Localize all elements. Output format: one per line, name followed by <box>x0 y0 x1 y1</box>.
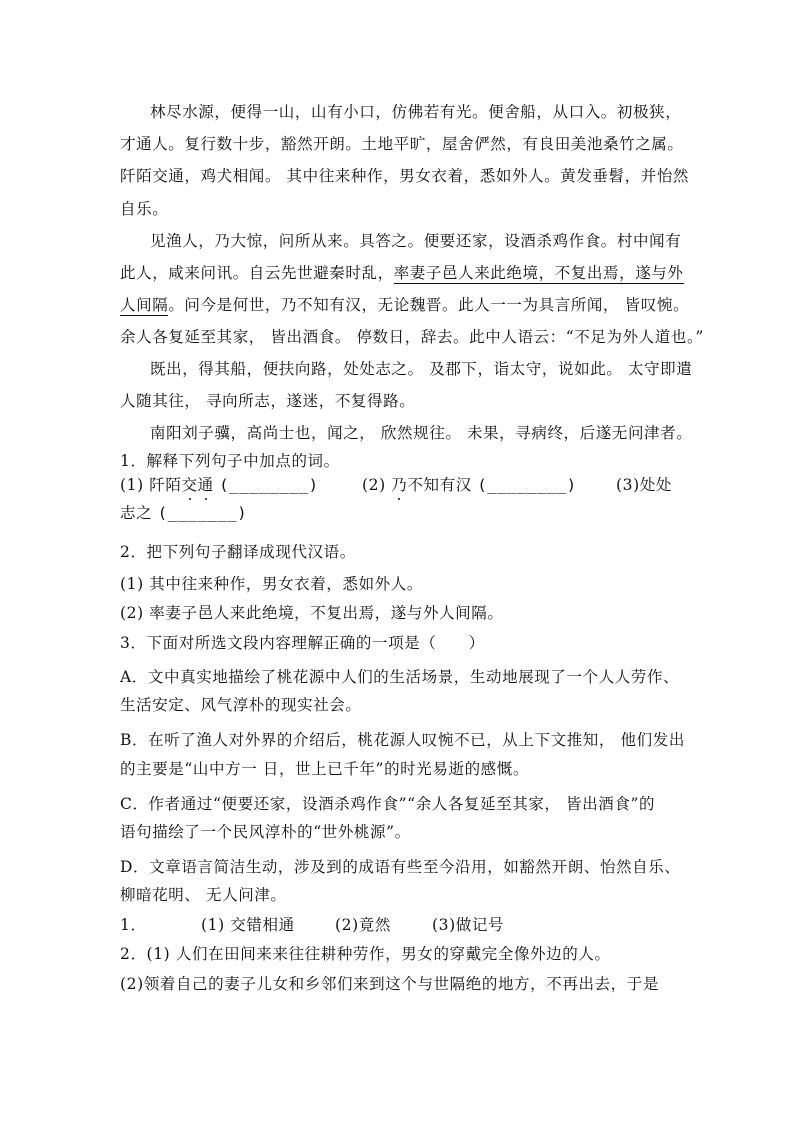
passage-line: 人随其往， 寻向所志，遂迷，不复得路。 <box>120 392 416 410</box>
option-a-line: 生活安定、风气淳朴的现实社会。 <box>120 696 362 714</box>
q1-item-3: (3)处处 <box>616 476 672 494</box>
passage-line: 林尽水源，便得一山，山有小口，仿佛若有光。便舍船，从口入。初极狭， <box>150 103 682 121</box>
passage-line: 自乐。 <box>120 200 169 218</box>
q2-sentence-2: (2) 率妻子邑人来此绝境，不复出焉，遂与外人间隔。 <box>120 604 504 622</box>
answer-1-1: (1) 交错相通 <box>201 916 295 934</box>
answer-blank[interactable]: (________) <box>477 476 577 494</box>
option-a-line: A．文中真实地描绘了桃花源中人们的生活场景，生动地展现了一个人人劳作、 <box>120 668 680 686</box>
passage-line: 余人各复延至其家， 皆出酒食。 停数日，辞去。此中人语云：“不足为外人道也。” <box>120 328 704 346</box>
option-b-line: 的主要是“山中方一 日，世上已千年”的时光易逝的感慨。 <box>120 760 529 778</box>
passage-line: 才通人。复行数十步，豁然开朗。土地平旷，屋舍俨然，有良田美池桑竹之属。 <box>120 135 684 153</box>
passage-line <box>120 294 689 316</box>
answer-1-2: (2)竟然 <box>335 916 391 934</box>
dotted-char: 交 <box>181 476 198 494</box>
passage-text: 此人，咸来问讯。自云先世避秦时乱， <box>120 264 394 282</box>
q1-item-1: (1) 阡陌交通 (________) <box>120 476 319 494</box>
answer-2-line: (2)领着自己的妻子儿女和乡邻们来到这个与世隔绝的地方，不再出去，于是 <box>120 975 659 993</box>
question-title: 3．下面对所选文段内容理解正确的一项是（ ） <box>120 634 485 652</box>
q2-sentence-1: (1) 其中往来种作，男女衣着，悉如外人。 <box>120 575 423 593</box>
passage-line: 既出，得其船，便扶向路，处处志之。 及郡下，诣太守，说如此。 太守即遣 <box>150 360 693 378</box>
underlined-sentence: 率妻子邑人来此绝境，不复出焉，遂与外 <box>393 264 684 282</box>
passage-line: 见渔人，乃大惊，问所从来。具答之。便要还家，设酒杀鸡作食。村中闻有 <box>150 232 682 250</box>
question-title: 2．把下列句子翻译成现代汉语。 <box>120 543 356 561</box>
passage-line: 南阳刘子骥，高尚士也，闻之， 欣然规往。 未果，寻病终，后遂无问津者。 <box>150 424 693 442</box>
option-d-line: 柳暗花明、 无人问津。 <box>120 886 287 904</box>
passage-line: 阡陌交通，鸡犬相闻。 其中往来种作，男女衣着，悉如外人。黄发垂髫，并怡然 <box>120 167 690 185</box>
option-b-line: B．在听了渔人对外界的介绍后，桃花源人叹惋不已，从上下文推知， 他们发出 <box>120 731 685 749</box>
option-c-line: 语句描绘了一个民风淳朴的“世外桃源”。 <box>120 823 411 841</box>
passage-text: 。问今是何世，乃不知有汉，无论魏晋。此人一一为具言所闻， 皆叹惋。 <box>168 296 690 314</box>
q1-item-2: (2) 乃不知有汉 (________) <box>362 476 577 494</box>
dotted-char: 乃 <box>391 476 408 494</box>
option-c-line: C．作者通过“便要还家，设酒杀鸡作食”“余人各复延至其家， 皆出酒食”的 <box>120 795 656 813</box>
dotted-char: 通 <box>197 476 214 494</box>
question-title: 1．解释下列句子中加点的词。 <box>120 452 340 470</box>
underlined-sentence: 人间隔 <box>120 296 169 314</box>
q1-item-3-cont: 志之 (_______) <box>120 504 248 522</box>
option-d-line: D．文章语言简洁生动，涉及到的成语有些至今沿用，如豁然开朗、怡然自乐、 <box>120 858 681 876</box>
answer-2-line: 2．(1) 人们在田间来来往往耕种劳作，男女的穿戴完全像外边的人。 <box>120 945 611 963</box>
answer-blank[interactable]: (_______) <box>157 504 248 522</box>
answer-1-num: 1． <box>120 916 147 934</box>
answer-blank[interactable]: (________) <box>219 476 319 494</box>
answer-1-3: (3)做记号 <box>432 916 505 934</box>
passage-line <box>120 262 684 284</box>
